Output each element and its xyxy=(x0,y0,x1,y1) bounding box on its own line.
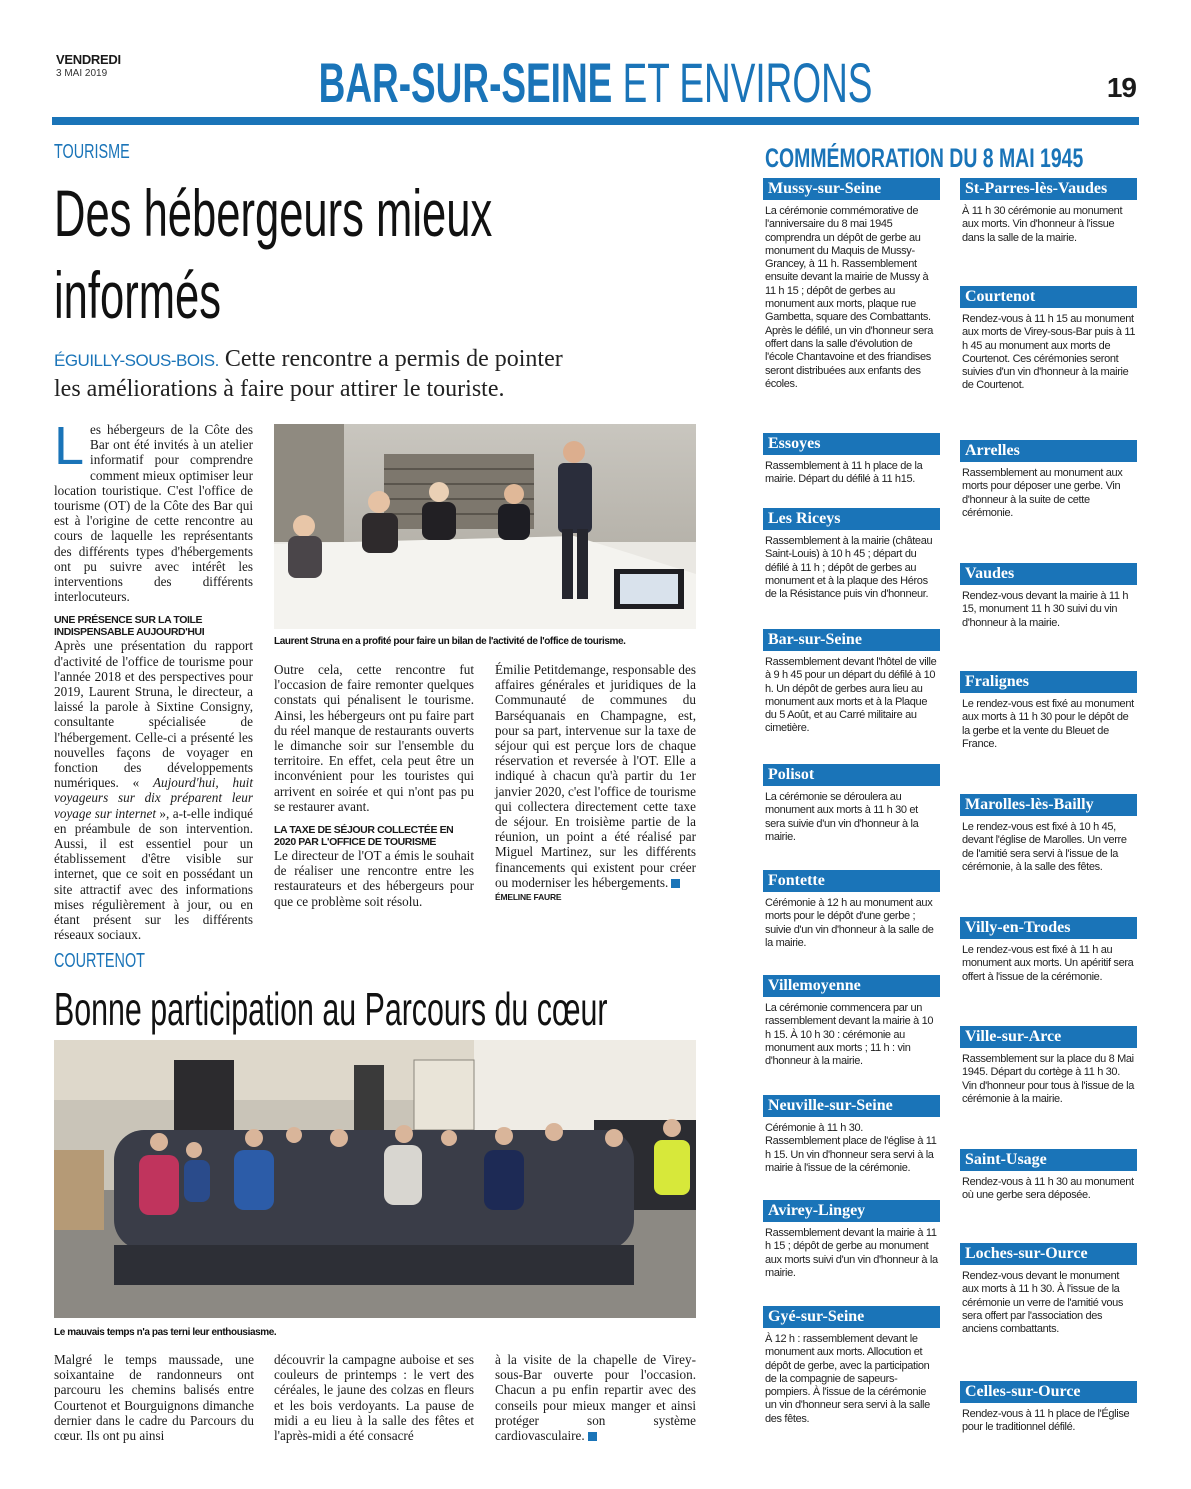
event-name: Villemoyenne xyxy=(763,975,940,997)
article1-column-1 xyxy=(54,416,254,943)
event-gye-sur-seine xyxy=(763,1306,940,1426)
article1-subhead-1: UNE PRÉSENCE SUR LA TOILE INDISPENSABLE AUJOURD'HUI xyxy=(54,614,205,639)
event-name: Vaudes xyxy=(960,563,1137,585)
event-les-riceys xyxy=(763,508,940,601)
col3-text: Émilie Petitdemange, responsable des affaires générales et juridiques de la Communauté de communes du Barséquanais en Champagne, est, pour sa part, intervenue sur la taxe de séjour qui est perçue lors de chaque réservation et reversée à l'OT. Elle a indiqué à chacun qu'à partir du 1er janvier 2020, c'est l'office de tourisme qui collectera directement cette taxe de séjour. En troisième partie de la réunion, un point a été réalisé par Miguel Martinez, sur les différents financements qui existent pour créer ou moderniser les hébergements. xyxy=(495,662,696,890)
event-name: Essoyes xyxy=(763,433,940,455)
event-text: Cérémonie à 11 h 30. Rassemblement place de l'église à 11 h 15. Un vin d'honneur sera servi à la mairie à l'issue de la cérémonie. xyxy=(765,1122,937,1174)
event-mussy-sur-seine xyxy=(763,178,940,391)
article1-rubric: TOURISME xyxy=(54,141,130,163)
event-neuville-sur-seine xyxy=(763,1095,940,1175)
event-text: À 11 h 30 cérémonie au monument aux morts. Vin d'honneur à l'issue dans la salle de la mairie. xyxy=(962,205,1123,244)
event-text: Cérémonie à 12 h au monument aux morts pour le dépôt d'une gerbe ; suivie d'un vin d'honneur à la salle de la mairie. xyxy=(765,897,934,949)
article1-col2-p1: Outre cela, cette rencontre fut l'occasion de faire remonter quelques constats qui pénalisent le tourisme. Ainsi, les hébergeurs ont pu faire part du réel manque de restaurants ouverts le dimanche soir sur l'ensemble du territoire. En effet, cela peut être un inconvénient pour les touristes qui arrivent en soirée et qui n'ont pas pu se restaurer avant. xyxy=(274,662,474,814)
article1-headline-line2: informés xyxy=(54,258,222,332)
article2-headline: Bonne participation au Parcours du cœur xyxy=(54,983,608,1035)
header-rule xyxy=(52,117,1139,125)
event-marolles-les-bailly xyxy=(960,794,1137,874)
event-text: Rendez-vous devant le monument aux morts à 11 h 30. À l'issue de la cérémonie un verre de l'amitié vous sera offert par l'association des anciens combattants. xyxy=(962,1270,1124,1336)
event-villemoyenne xyxy=(763,975,940,1068)
article1-photo-caption: Laurent Struna en a profité pour faire un bilan de l'activité de l'office de tourisme. xyxy=(274,636,626,647)
event-villy-en-trodes xyxy=(960,917,1137,984)
event-text: Le rendez-vous est fixé au monument aux morts à 11 h 30 pour le dépôt de la gerbe et la vente du Bleuet de France. xyxy=(962,698,1134,750)
event-name: Les Riceys xyxy=(763,508,940,530)
event-text: Rassemblement au monument aux morts pour déposer une gerbe. Vin d'honneur à la suite de cette cérémonie. xyxy=(962,467,1123,519)
article2-column-2 xyxy=(274,1352,474,1443)
event-text: Le rendez-vous est fixé à 11 h au monument aux morts. Un apéritif sera offert à l'issue de la cérémonie. xyxy=(962,944,1134,983)
article2-column-1 xyxy=(54,1352,254,1443)
event-fontette xyxy=(763,870,940,950)
article1-col3-p1 xyxy=(495,662,696,890)
article1-byline: ÉMELINE FAURE xyxy=(495,892,562,903)
event-text: Rassemblement sur la place du 8 Mai 1945. Départ du cortège à 11 h 30. Vin d'honneur pour tous à l'issue de la cérémonie à la mairie. xyxy=(962,1053,1134,1105)
end-mark xyxy=(671,879,680,888)
lead-place: ÉGUILLY-SOUS-BOIS. xyxy=(54,351,219,370)
event-courtenot xyxy=(960,286,1137,393)
end-mark xyxy=(588,1432,597,1441)
event-name: Ville-sur-Arce xyxy=(960,1026,1137,1048)
event-avirey-lingey xyxy=(763,1200,940,1280)
article2-photo xyxy=(54,1040,696,1318)
article1-col1-p1: es hébergeurs de la Côte des Bar ont été invités à un atelier informatif pour comprendre comment mieux optimiser leur location touristique. C'est l'office de tourisme (OT) de la Côte des Bar qui est à l'origine de cette rencontre au cours de laquelle les représentants des différents types d'hébergements ont pu suivre avec intérêt les interventions des différents interlocuteurs. xyxy=(54,422,253,605)
event-bar-sur-seine xyxy=(763,629,940,736)
commemoration-title: COMMÉMORATION DU 8 MAI 1945 xyxy=(765,143,1084,173)
event-name: Loches-sur-Ource xyxy=(960,1243,1137,1265)
section-title-light: ET ENVIRONS xyxy=(612,52,873,114)
event-name: Villy-en-Trodes xyxy=(960,917,1137,939)
dropcap: L xyxy=(54,416,85,476)
event-text: Rassemblement devant la mairie à 11 h 15 ; dépôt de gerbe au monument aux morts suivi d'un vin d'honneur à la mairie. xyxy=(765,1227,938,1279)
article2-column-3 xyxy=(495,1352,696,1443)
issue-date: 3 MAI 2019 xyxy=(56,68,108,79)
section-title xyxy=(0,52,1191,114)
article2-photo-caption: Le mauvais temps n'a pas terni leur enthousiasme. xyxy=(54,1327,277,1338)
article1-column-3 xyxy=(495,662,696,905)
issue-day: VENDREDI xyxy=(56,52,121,67)
article1-photo xyxy=(274,424,696,629)
event-name: Gyé-sur-Seine xyxy=(763,1306,940,1328)
article1-headline-line1: Des hébergeurs mieux xyxy=(54,176,493,250)
event-name: Arrelles xyxy=(960,440,1137,462)
article2-rubric: COURTENOT xyxy=(54,950,145,972)
event-text: À 12 h : rassemblement devant le monument aux morts. Allocution et dépôt de gerbe, avec la participation de la compagnie de sapeurs-pompiers. À l'issue de la cérémonie un vin d'honneur sera servi à la salle des fêtes. xyxy=(765,1333,930,1425)
event-ville-sur-arce xyxy=(960,1026,1137,1106)
event-name: Celles-sur-Ource xyxy=(960,1381,1137,1403)
col1-quote: Aujourd'hui, huit voyageurs sur dix préparent leur voyage sur internet xyxy=(54,775,253,821)
page-number: 19 xyxy=(1106,72,1136,103)
event-name: St-Parres-lès-Vaudes xyxy=(960,178,1137,200)
event-st-parres-les-vaudes xyxy=(960,178,1137,245)
article2-col3-text xyxy=(495,1352,696,1443)
event-text: Rassemblement à la mairie (château Saint-Louis) à 10 h 45 ; départ du défilé à 11 h ; dépôt de gerbes au monument et à la plaque des Héros de la Résistance puis vin d'honneur. xyxy=(765,535,933,601)
event-name: Polisot xyxy=(763,764,940,786)
event-text: Rendez-vous devant la mairie à 11 h 15, monument 11 h 30 suivi du vin d'honneur à la mairie. xyxy=(962,590,1129,629)
event-text: Rassemblement à 11 h place de la mairie. Départ du défilé à 11 h15. xyxy=(765,460,923,486)
col1-p2-start: Après une présentation du rapport d'activité de l'office de tourisme pour l'année 2018 et des perspectives pour 2019, Laurent Struna, le directeur, a laissé la parole à Sixtine Consigny, consultante spécialisée de l'hébergement. Celle-ci a présenté les nouvelles façons de voyager en fonction des développements numériques. « xyxy=(54,638,253,791)
event-fralignes xyxy=(960,671,1137,751)
section-title-bold: BAR-SUR-SEINE xyxy=(318,52,613,114)
event-arrelles xyxy=(960,440,1137,520)
event-text: La cérémonie commencera par un rassemblement devant la mairie à 10 h 15. À 10 h 30 : cérémonie au monument aux morts ; 11 h : vin d'honneur à la mairie. xyxy=(765,1002,934,1068)
event-text: Rendez-vous à 11 h place de l'Église pour le traditionnel défilé. xyxy=(962,1408,1130,1434)
event-text: La cérémonie se déroulera au monument aux morts à 11 h 30 et sera suivie d'un vin d'honneur à la mairie. xyxy=(765,791,919,843)
article1-col2-p2: Le directeur de l'OT a émis le souhait de réaliser une rencontre entre les restaurateurs et des hébergeurs pour que ce problème soit résolu. xyxy=(274,848,474,909)
event-name: Saint-Usage xyxy=(960,1149,1137,1171)
article1-lead xyxy=(54,345,594,404)
event-vaudes xyxy=(960,563,1137,630)
event-name: Courtenot xyxy=(960,286,1137,308)
article2-col3-body: à la visite de la chapelle de Virey-sous-Bar ouverte pour l'occasion. Chacun a pu enfin repartir avec des conseils pour mieux manger et ainsi protéger son système cardiovasculaire. xyxy=(495,1352,696,1444)
event-name: Avirey-Lingey xyxy=(763,1200,940,1222)
event-name: Marolles-lès-Bailly xyxy=(960,794,1137,816)
event-loches-sur-ource xyxy=(960,1243,1137,1336)
article1-subhead-2: LA TAXE DE SÉJOUR COLLECTÉE EN 2020 PAR L'OFFICE DE TOURISME xyxy=(274,824,454,849)
event-essoyes xyxy=(763,433,940,487)
event-name: Fontette xyxy=(763,870,940,892)
lead-text: Cette rencontre a permis de pointer les améliorations à faire pour attirer le touriste. xyxy=(54,346,563,402)
event-name: Fralignes xyxy=(960,671,1137,693)
article1-column-2 xyxy=(274,662,474,909)
article2-col1-text: Malgré le temps maussade, une soixantaine de randonneurs ont parcouru les chemins balisés entre Courtenot et Bourguignons dimanche dernier dans le cadre du Parcours du cœur. Ils ont pu ainsi xyxy=(54,1352,254,1444)
event-saint-usage xyxy=(960,1149,1137,1203)
event-text: Le rendez-vous est fixé à 10 h 45, devant l'église de Marolles. Un verre de l'amitié sera servi à l'issue de la cérémonie, à la salle des fêtes. xyxy=(962,821,1127,873)
article2-col2-text: découvrir la campagne auboise et ses couleurs de printemps : le vert des céréales, le jaune des colzas en fleurs et les bois verdoyants. La pause de midi a eu lieu à la salle des fêtes et l'après-midi a été consacré xyxy=(274,1352,474,1444)
article1-col1-p2 xyxy=(54,638,253,942)
event-text: Rendez-vous à 11 h 30 au monument où une gerbe sera déposée. xyxy=(962,1176,1134,1202)
event-name: Neuville-sur-Seine xyxy=(763,1095,940,1117)
event-text: Rendez-vous à 11 h 15 au monument aux morts de Virey-sous-Bar puis à 11 h 45 au monument aux morts de Courtenot. Ces cérémonies seront suivies d'un vin d'honneur à la mairie de Courtenot. xyxy=(962,313,1136,392)
event-text: Rassemblement devant l'hôtel de ville à 9 h 45 pour un départ du défilé à 10 h. Un dépôt de gerbes aura lieu au monument aux morts et à la Plaque du 5 Août, et au Carré militaire au cimetière. xyxy=(765,656,937,735)
event-name: Bar-sur-Seine xyxy=(763,629,940,651)
event-text: La cérémonie commémorative de l'anniversaire du 8 mai 1945 comprendra un dépôt de gerbe au monument du Maquis de Mussy-Grancey, à 11 h. Rassemblement ensuite devant la mairie de Mussy à 11 h 15 ; dépôt de gerbes au monument aux morts, plaque rue Gambetta, square des Combattants. Après le défilé, un vin d'honneur sera offert dans la salle d'évolution de l'école Chantavoine et des friandises seront distribuées aux enfants des écoles. xyxy=(765,205,933,390)
event-name: Mussy-sur-Seine xyxy=(763,178,940,200)
col1-p2-end: », a-t-elle indiqué en préambule de son intervention. Aussi, il est essentiel pour un établissement d'être visible sur internet, que ce soit en possédant un site attractif avec des informations mises régulièrement à jour, ou en étant présent sur les différents réseaux sociaux. xyxy=(54,805,254,943)
event-celles-sur-ource xyxy=(960,1381,1137,1435)
event-polisot xyxy=(763,764,940,844)
